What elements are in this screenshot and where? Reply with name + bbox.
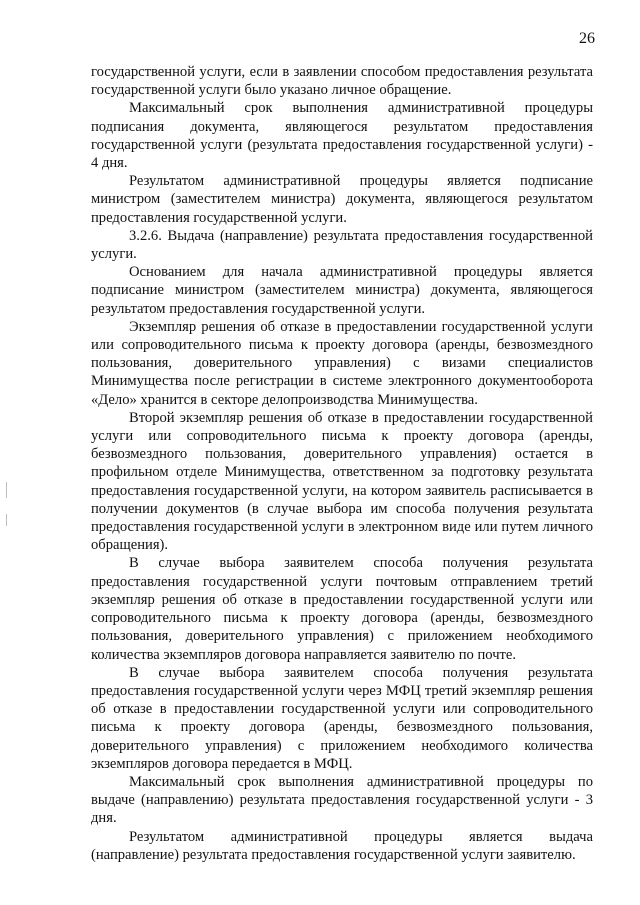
paragraph: Экземпляр решения об отказе в предоставлении государственной услуги или сопроводительного письма к проекту договора (аренды, безвозмездного пользования, доверительного управления) с визами специалистов Минимущества после регистрации в системе электронного документооборота «Дело» хранится в секторе делопроизводства Минимущества. <box>91 318 593 408</box>
paragraph: В случае выбора заявителем способа получения результата предоставления государственной услуги почтовым отправлением третий экземпляр решения об отказе в предоставлении государственной услуги или сопроводительного письма к проекту договора (аренды, безвозмездного пользования, доверительного управления) с приложением необходимого количества экземпляров договора направляется заявителю по почте. <box>91 555 593 663</box>
paragraph: Основанием для начала административной процедуры является подписание министром (заместителем министра) документа, являющегося результатом предоставления государственной услуги. <box>91 264 593 317</box>
paragraph: В случае выбора заявителем способа получения результата предоставления государственной услуги через МФЦ третий экземпляр решения об отказе в предоставлении государственной услуги или сопроводительного письма к проекту договора (аренды, безвозмездного пользования, доверительного управления) с приложением необходимого количества экземпляров договора передается в МФЦ. <box>91 664 593 772</box>
scan-artifact <box>6 482 7 498</box>
paragraph: Результатом административной процедуры является выдача (направление) результата предоставления государственной услуги заявителю. <box>91 828 593 863</box>
paragraph: Результатом административной процедуры является подписание министром (заместителем министра) документа, являющегося результатом предоставления государственной услуги. <box>91 173 593 226</box>
section-heading: 3.2.6. Выдача (направление) результата предоставления государственной услуги. <box>91 227 593 263</box>
paragraph: государственной услуги, если в заявлении способом предоставления результата государственной услуги было указано личное обращение. <box>91 64 593 99</box>
paragraph: Максимальный срок выполнения административной процедуры подписания документа, являющегося результатом предоставления государственной услуги (результата предоставления государственной услуги) - 4 дня. <box>91 100 593 172</box>
document-body <box>91 63 593 864</box>
page-number: 26 <box>579 30 595 47</box>
paragraph: Максимальный срок выполнения административной процедуры по выдаче (направлению) результата предоставления государственной услуги - 3 дня. <box>91 773 593 827</box>
paragraph: Второй экземпляр решения об отказе в предоставлении государственной услуги или сопроводительного письма к проекту договора (аренды, безвозмездного пользования, доверительного управления) остается в профильном отделе Минимущества, ответственном за подготовку результата предоставления государственной услуги, на котором заявитель расписывается в получении документов (в случае выбора им способа получения результата предоставления государственной услуги в электронном виде или путем личного обращения). <box>91 409 593 554</box>
scan-artifact <box>6 514 7 526</box>
